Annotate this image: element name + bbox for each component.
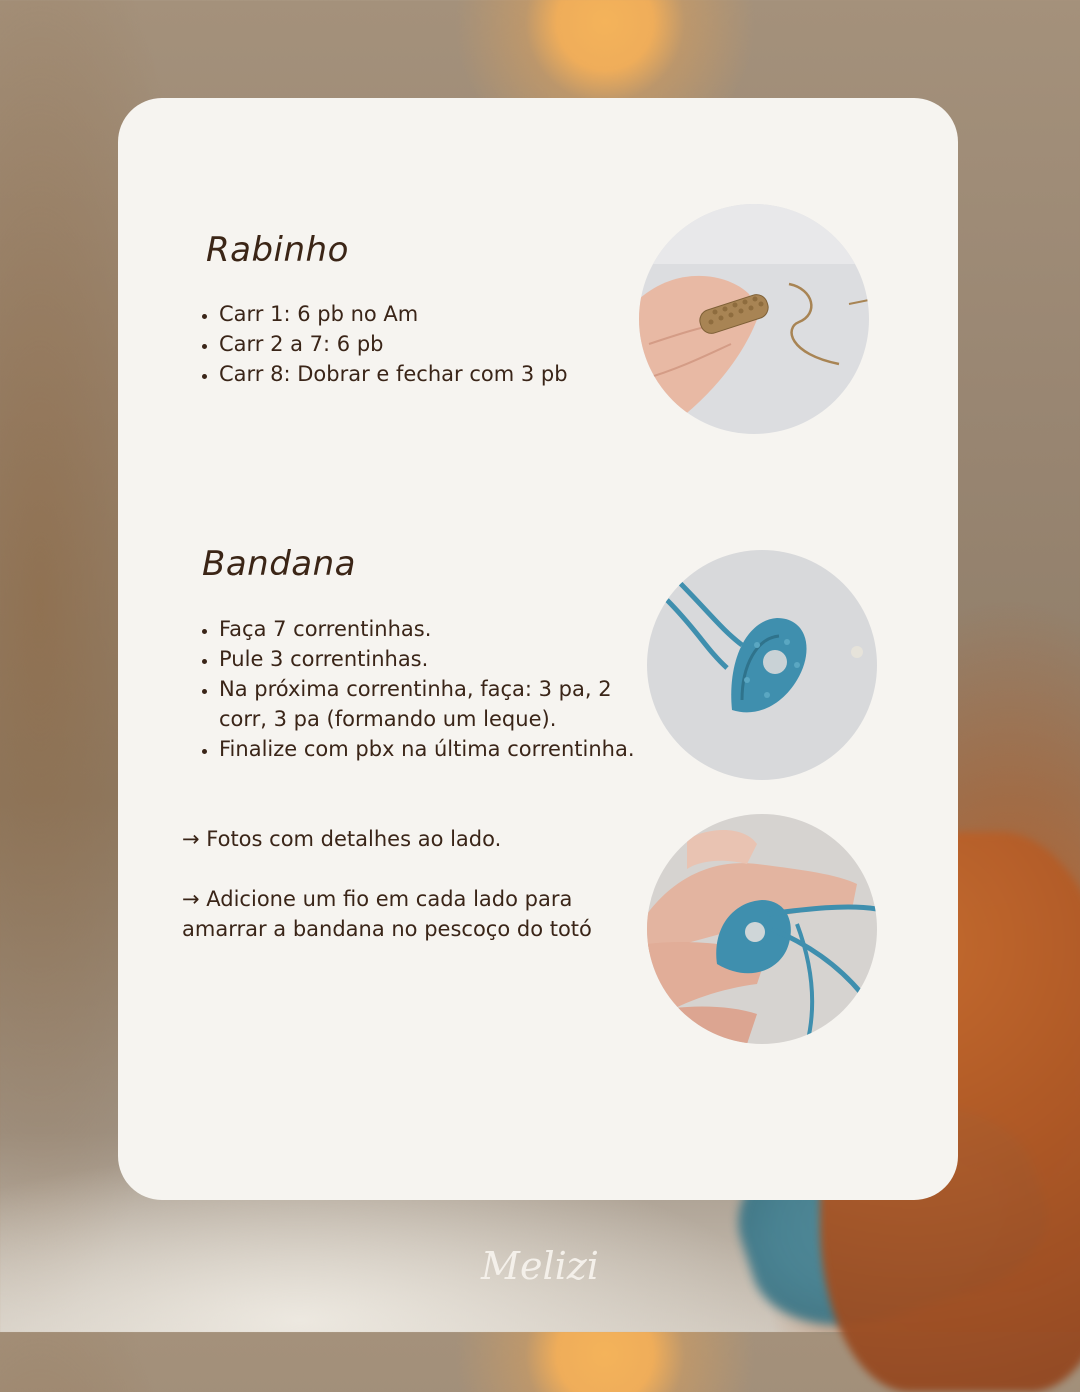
- list-item: • Pule 3 correntinhas.: [219, 644, 659, 674]
- bandana-photo-2: [647, 814, 877, 1044]
- melizi-logo: Melizi: [481, 1244, 599, 1288]
- bandana-photo-1: [647, 550, 877, 780]
- tail-photo: [639, 204, 869, 434]
- list-item: • Na próxima correntinha, faça: 3 pa, 2 corr, 3 pa (formando um leque).: [219, 674, 659, 734]
- rabinho-steps-list: [182, 299, 659, 389]
- section-title-bandana: Bandana: [202, 544, 357, 584]
- list-item: • Carr 2 a 7: 6 pb: [219, 329, 659, 359]
- note-add-yarn: → Adicione um fio em cada lado para amarrar a bandana no pescoço do totó: [182, 887, 592, 941]
- pattern-card: [118, 98, 958, 1200]
- list-item: • Faça 7 correntinhas.: [219, 614, 659, 644]
- bandana-steps-list: [182, 614, 659, 764]
- section-title-rabinho: Rabinho: [206, 230, 349, 270]
- list-item: • Carr 1: 6 pb no Am: [219, 299, 659, 329]
- note-photos: → Fotos com detalhes ao lado.: [182, 827, 502, 851]
- list-item: • Carr 8: Dobrar e fechar com 3 pb: [219, 359, 659, 389]
- list-item: • Finalize com pbx na última correntinha.: [219, 734, 659, 764]
